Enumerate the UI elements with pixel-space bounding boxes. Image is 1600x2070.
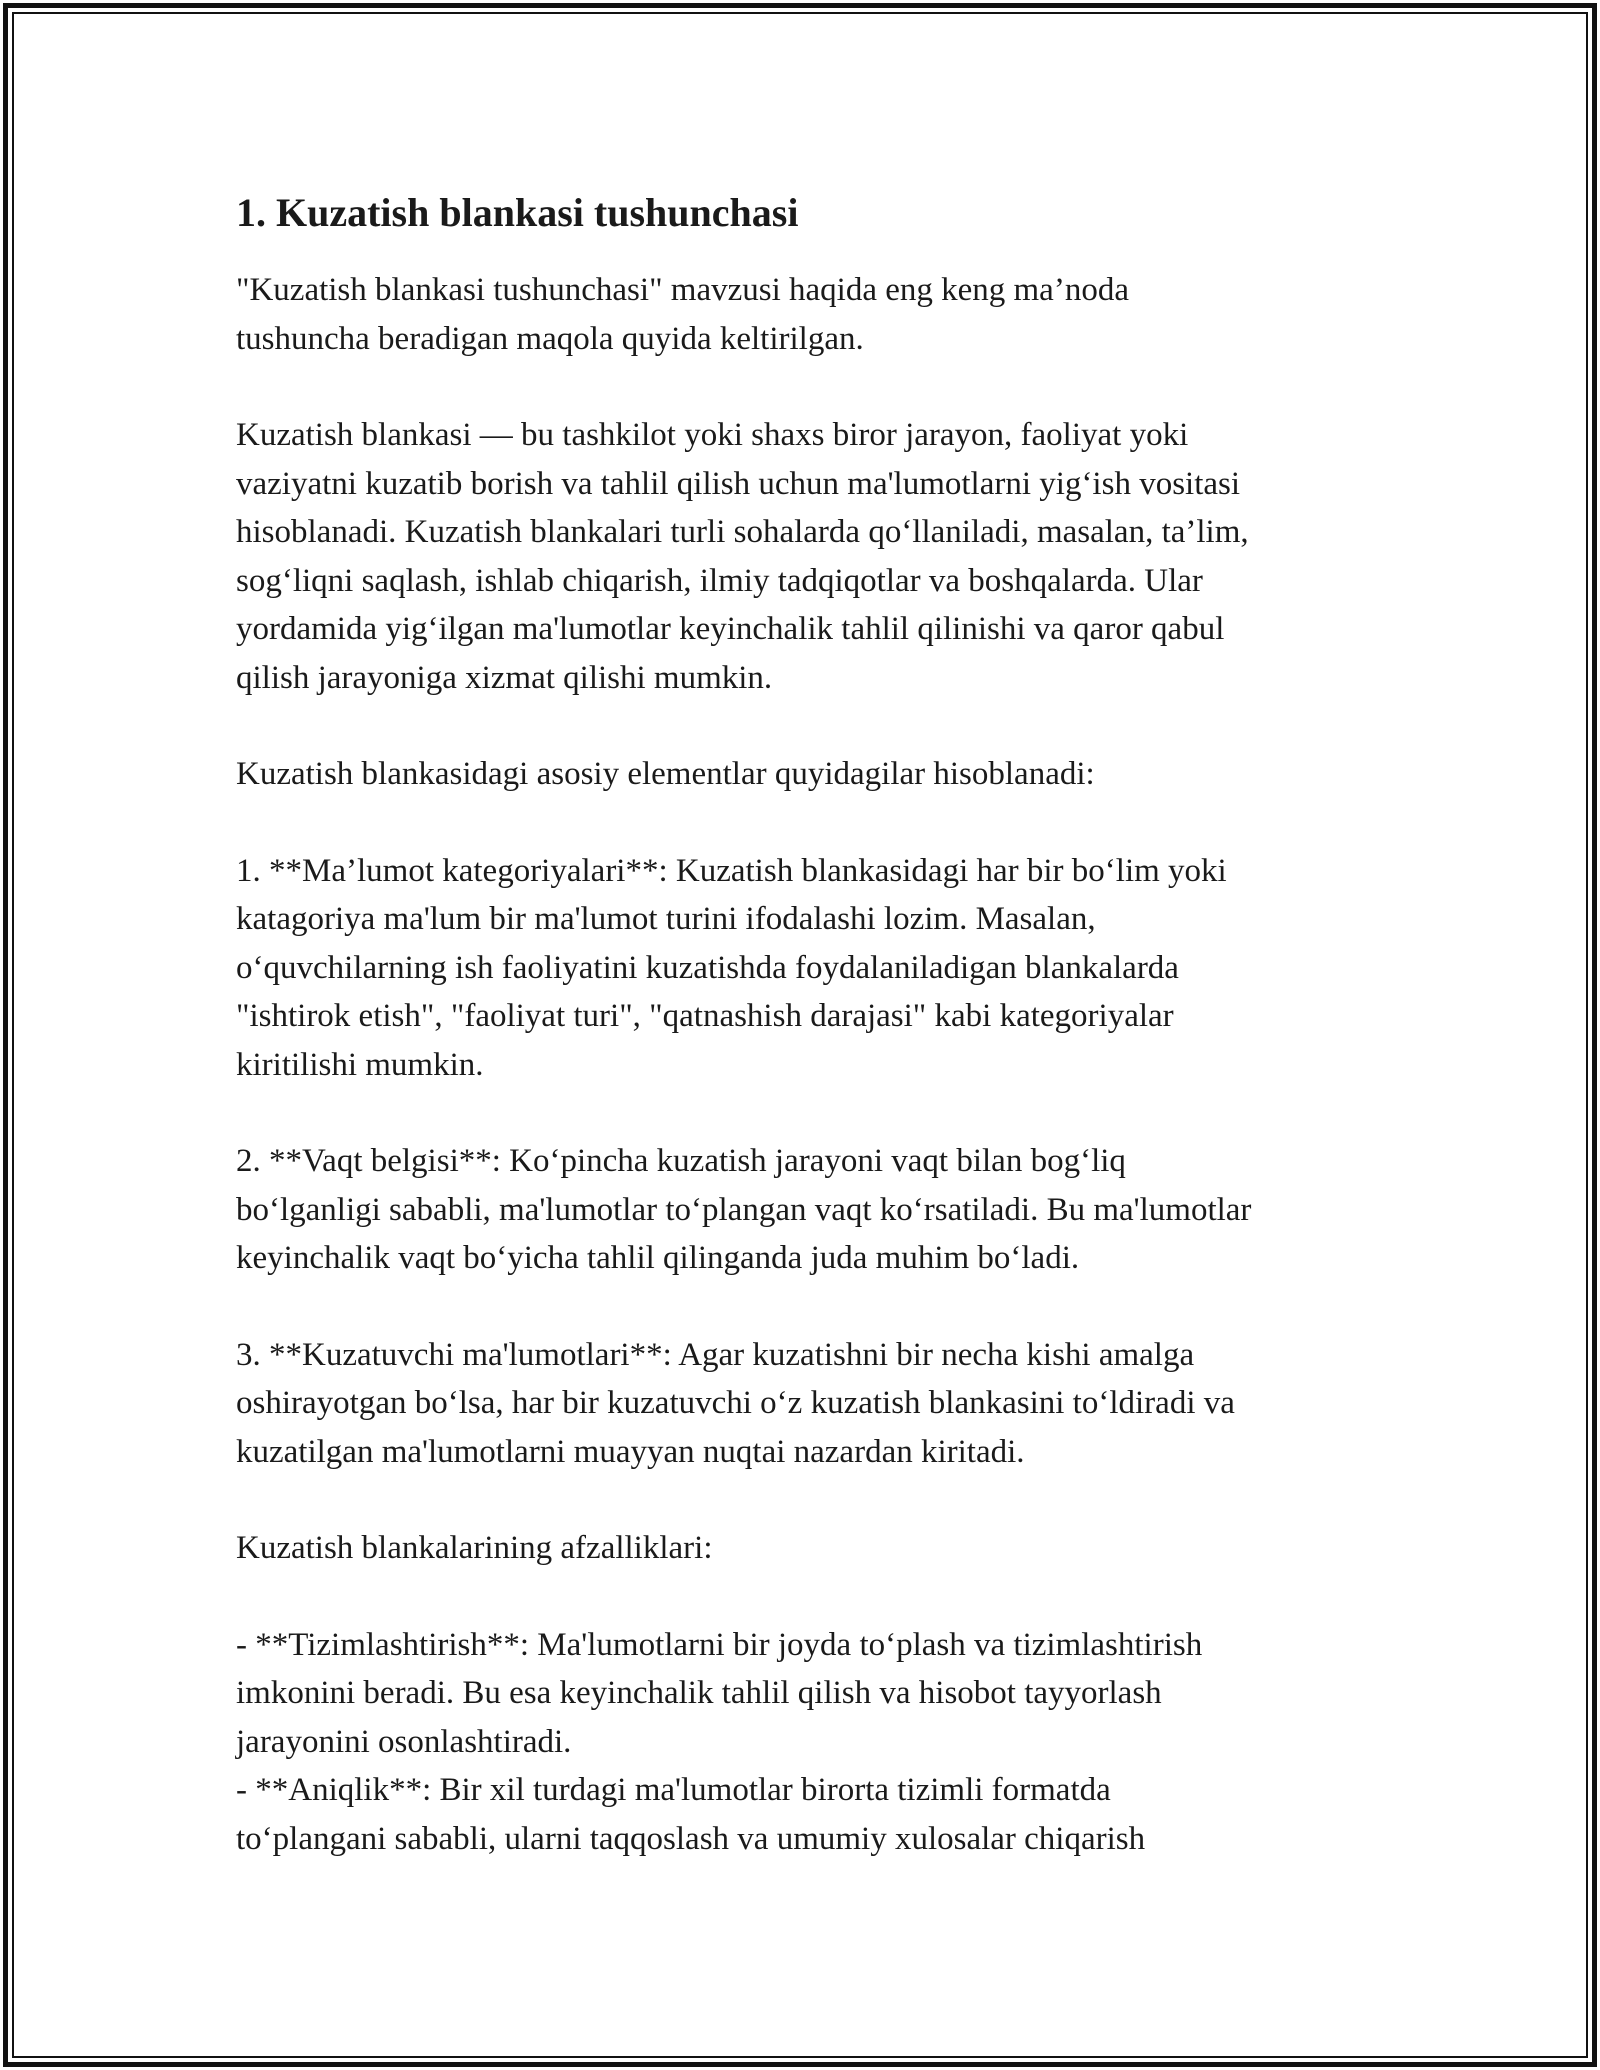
bullet-accuracy: - **Aniqlik**: Bir xil turdagi ma'lumotlar birorta tizimli formatda to‘plangani sababli, ularni taqqoslash va umumiy xulosalar chiqarish xyxy=(236,1772,1146,1857)
document-title: 1. Kuzatish blankasi tushunchasi xyxy=(236,190,799,235)
list-item-time-mark: 2. **Vaqt belgisi**: Ko‘pincha kuzatish jarayoni vaqt bilan bog‘liq bo‘lganligi sababli, ma'lumotlar to‘plangan vaqt ko‘rsatiladi. Bu ma'lumotlar keyinchalik vaqt bo‘yicha tahlil qilinganda juda muhim bo‘ladi. xyxy=(236,1143,1252,1276)
elements-heading-paragraph: Kuzatish blankasidagi asosiy elementlar quyidagilar hisoblanadi: xyxy=(236,756,1095,792)
intro-paragraph: "Kuzatish blankasi tushunchasi" mavzusi haqida eng keng ma’noda tushuncha beradigan maqola quyida keltirilgan. xyxy=(236,272,1129,357)
document-body xyxy=(236,186,1376,1863)
advantages-heading-paragraph: Kuzatish blankalarining afzalliklari: xyxy=(236,1530,713,1566)
list-item-categories: 1. **Ma’lumot kategoriyalari**: Kuzatish blankasidagi har bir bo‘lim yoki katagoriya ma'lum bir ma'lumot turini ifodalashi lozim. Masalan, o‘quvchilarning ish faoliyatini kuzatishda foydalaniladigan blankalarda "ishtirok etish", "faoliyat turi", "qatnashish darajasi" kabi kategoriyalar kiritilishi mumkin. xyxy=(236,852,1227,1083)
bullet-systematization: - **Tizimlashtirish**: Ma'lumotlarni bir joyda to‘plash va tizimlashtirish imkonini beradi. Bu esa keyinchalik tahlil qilish va hisobot tayyorlash jarayonini osonlashtiradi. xyxy=(236,1626,1203,1760)
list-item-observer-data: 3. **Kuzatuvchi ma'lumotlari**: Agar kuzatishni bir necha kishi amalga oshirayotgan bo‘lsa, har bir kuzatuvchi o‘z kuzatish blankasini to‘ldiradi va kuzatilgan ma'lumotlarni muayyan nuqtai nazardan kiritadi. xyxy=(236,1336,1235,1470)
definition-paragraph: Kuzatish blankasi — bu tashkilot yoki shaxs biror jarayon, faoliyat yoki vaziyatni kuzatib borish va tahlil qilish uchun ma'lumotlarni yig‘ish vositasi hisoblanadi. Kuzatish blankalari turli sohalarda qo‘llaniladi, masalan, ta’lim, sog‘liqni saqlash, ishlab chiqarish, ilmiy tadqiqotlar va boshqalarda. Ular yordamida yig‘ilgan ma'lumotlar keyinchalik tahlil qilinishi va qaror qabul qilish jarayoniga xizmat qilishi mumkin. xyxy=(236,417,1249,696)
